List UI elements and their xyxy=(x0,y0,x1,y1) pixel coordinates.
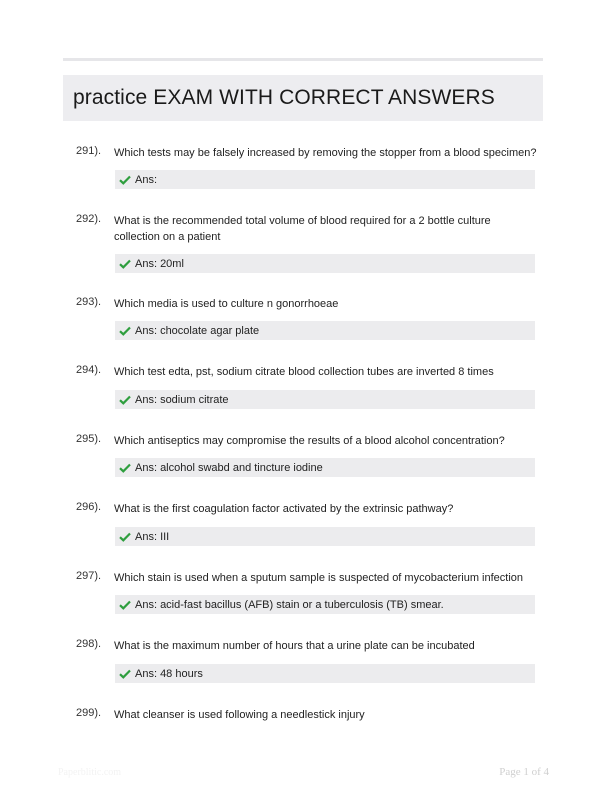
footer-watermark: Paperblitic.com xyxy=(58,767,122,778)
question-text: What is the maximum number of hours that a urine plate can be incubated xyxy=(114,640,475,652)
check-icon xyxy=(119,259,131,269)
question-text: Which media is used to culture n gonorrhoeae xyxy=(114,298,339,310)
answer-box xyxy=(115,390,535,409)
page-indicator: Page 1 of 4 xyxy=(499,766,549,778)
check-icon xyxy=(119,463,131,473)
question-text: What cleanser is used following a needlestick injury xyxy=(114,709,365,721)
answer-text: Ans: acid-fast bacillus (AFB) stain or a tuberculosis (TB) smear. xyxy=(135,598,444,611)
question-text: What is the first coagulation factor activated by the extrinsic pathway? xyxy=(114,503,454,515)
answer-text: Ans: 48 hours xyxy=(135,667,203,680)
answer-box xyxy=(115,527,535,546)
question-text: Which stain is used when a sputum sample is suspected of mycobacterium infection xyxy=(114,572,524,584)
check-icon xyxy=(119,669,131,679)
question-number: 298). xyxy=(76,638,102,650)
question-number: 299). xyxy=(76,707,102,719)
check-icon xyxy=(119,175,131,185)
answer-text: Ans: chocolate agar plate xyxy=(135,324,260,337)
question-text: Which tests may be falsely increased by removing the stopper from a blood specimen? xyxy=(114,147,537,159)
check-icon xyxy=(119,326,131,336)
answer-box xyxy=(115,595,535,614)
question-text: Which test edta, pst, sodium citrate blood collection tubes are inverted 8 times xyxy=(114,366,494,378)
check-icon xyxy=(119,600,131,610)
check-icon xyxy=(119,395,131,405)
answer-text: Ans: 20ml xyxy=(135,257,184,270)
question-number: 291). xyxy=(76,145,102,157)
answer-box xyxy=(115,664,535,683)
question-number: 292). xyxy=(76,213,102,225)
question-number: 296). xyxy=(76,501,102,513)
top-divider xyxy=(63,58,543,61)
page-title: practice EXAM WITH CORRECT ANSWERS xyxy=(73,86,495,109)
question-number: 297). xyxy=(76,570,102,582)
answer-box xyxy=(115,458,535,477)
question-text: Which antiseptics may compromise the results of a blood alcohol concentration? xyxy=(114,435,505,447)
answer-box xyxy=(115,254,535,273)
answer-text: Ans: sodium citrate xyxy=(135,393,229,406)
answer-box xyxy=(115,321,535,340)
question-number: 293). xyxy=(76,296,102,308)
check-icon xyxy=(119,532,131,542)
answer-box xyxy=(115,170,535,189)
question-text: What is the recommended total volume of blood required for a 2 bottle culture collection on a patient xyxy=(114,215,491,243)
question-number: 295). xyxy=(76,433,102,445)
answer-text: Ans: III xyxy=(135,530,170,543)
answer-text: Ans: xyxy=(135,173,158,186)
answer-text: Ans: alcohol swabd and tincture iodine xyxy=(135,461,323,474)
title-banner xyxy=(63,75,543,121)
question-number: 294). xyxy=(76,364,102,376)
